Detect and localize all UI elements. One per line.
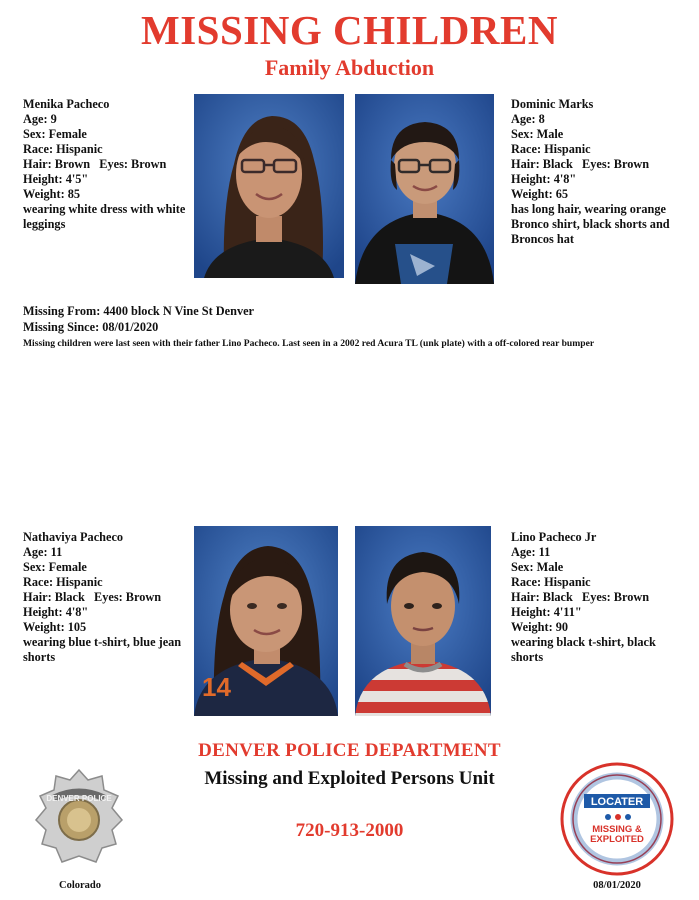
seal-title: LOCATER [590, 796, 644, 808]
child-info-2 [511, 97, 689, 247]
department-name: DENVER POLICE DEPARTMENT [198, 740, 501, 761]
seal-line-2: EXPLOITED [590, 834, 644, 845]
child-clothing: wearing black t-shirt, black shorts [511, 635, 656, 664]
child-photo-1 [194, 94, 344, 278]
child-clothing: wearing white dress with white leggings [23, 202, 186, 231]
child-race: Race: Hispanic [23, 142, 103, 156]
unit-name: Missing and Exploited Persons Unit [204, 768, 495, 789]
child-hair-eyes: Hair: Black Eyes: Brown [511, 590, 650, 604]
child-age: Age: 11 [511, 545, 551, 559]
child-weight: Weight: 90 [511, 620, 569, 634]
child-sex: Sex: Male [511, 560, 564, 574]
child-photo-4 [355, 526, 491, 716]
svg-text:14: 14 [202, 672, 231, 702]
badge-caption: Colorado [59, 880, 101, 891]
child-age: Age: 11 [23, 545, 63, 559]
child-height: Height: 4'11" [511, 605, 582, 619]
child-name: Lino Pacheco Jr [511, 530, 597, 544]
footer-date: 08/01/2020 [593, 880, 641, 891]
child-age: Age: 8 [511, 112, 545, 126]
child-name: Menika Pacheco [23, 97, 110, 111]
poster-title: MISSING CHILDREN [141, 7, 558, 53]
child-weight: Weight: 105 [23, 620, 87, 634]
child-hair-eyes: Hair: Black Eyes: Brown [23, 590, 162, 604]
child-race: Race: Hispanic [23, 575, 103, 589]
child-hair-eyes: Hair: Brown Eyes: Brown [23, 157, 167, 171]
missing-details [23, 303, 683, 350]
poster-subtitle: Family Abduction [264, 55, 435, 80]
child-race: Race: Hispanic [511, 142, 591, 156]
police-badge-icon [32, 768, 126, 868]
child-clothing: wearing blue t-shirt, blue jean shorts [23, 635, 182, 664]
child-sex: Sex: Female [23, 127, 87, 141]
badge-label: DENVER POLICE [46, 794, 112, 803]
missing-since: Missing Since: 08/01/2020 [23, 320, 159, 334]
child-hair-eyes: Hair: Black Eyes: Brown [511, 157, 650, 171]
child-sex: Sex: Male [511, 127, 564, 141]
child-weight: Weight: 85 [23, 187, 81, 201]
child-info-4 [511, 530, 689, 665]
child-name: Dominic Marks [511, 97, 594, 111]
child-info-1 [23, 97, 191, 232]
child-photo-2 [355, 94, 494, 284]
seal-line-1: MISSING & [592, 824, 642, 835]
child-name: Nathaviya Pacheco [23, 530, 124, 544]
missing-from: Missing From: 4400 block N Vine St Denver [23, 304, 255, 318]
circumstance-description: Missing children were last seen with their father Lino Pacheco. Last seen in a 2002 red Acura TL (unk plate) with a off-colored rear bumper [23, 338, 595, 349]
child-height: Height: 4'5" [23, 172, 89, 186]
child-clothing: has long hair, wearing orange Bronco shirt, black shorts and Broncos hat [511, 202, 670, 246]
child-weight: Weight: 65 [511, 187, 569, 201]
child-photo-3 [194, 526, 338, 716]
child-height: Height: 4'8" [511, 172, 577, 186]
child-info-3 [23, 530, 191, 665]
ncmec-locater-seal-icon [560, 762, 674, 876]
child-age: Age: 9 [23, 112, 57, 126]
child-race: Race: Hispanic [511, 575, 591, 589]
child-height: Height: 4'8" [23, 605, 89, 619]
contact-phone[interactable]: 720-913-2000 [295, 820, 404, 841]
child-sex: Sex: Female [23, 560, 87, 574]
